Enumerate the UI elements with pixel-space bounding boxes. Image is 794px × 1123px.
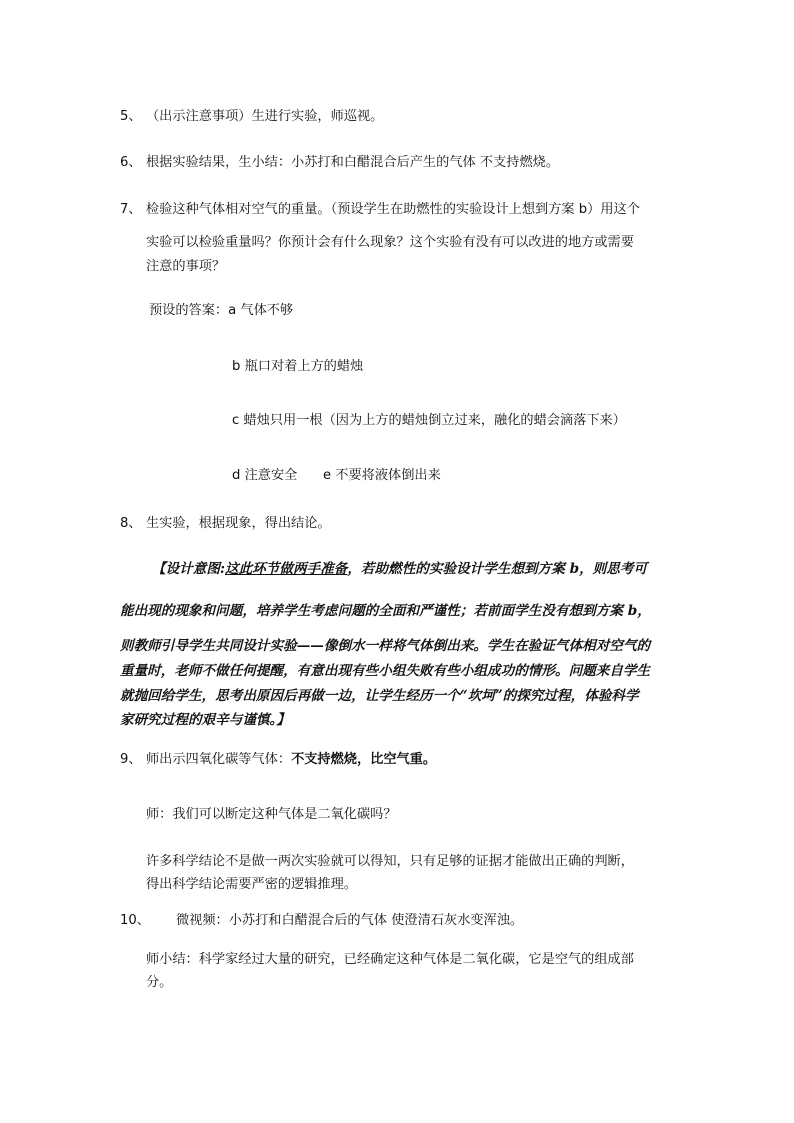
item-5-number: 5、 <box>120 109 142 124</box>
item-9-text <box>146 751 436 769</box>
design-intent-line-2: 能出现的现象和问题，培养学生考虑问题的全面和严谨性；若前面学生没有想到方案 b， <box>120 603 651 619</box>
item-9-lead: 师出示四氧化碳等气体： <box>146 752 292 767</box>
design-intent-line-3: 则教师引导学生共同设计实验——像倒水一样将气体倒出来。学生在验证气体相对空气的 <box>120 638 651 654</box>
item-6-text: 根据实验结果，生小结：小苏打和白醋混合后产生的气体 不支持燃烧。 <box>146 155 560 170</box>
item-5-text: （出示注意事项）生进行实验，师巡视。 <box>146 109 384 124</box>
item-10-text: 微视频：小苏打和白醋混合后的气体 使澄清石灰水变浑浊。 <box>176 913 524 928</box>
item-8-text: 生实验，根据现象，得出结论。 <box>146 516 331 531</box>
item-7-line-1: 检验这种气体相对空气的重量。（预设学生在助燃性的实验设计上想到方案 b）用这个 <box>146 202 640 217</box>
preset-answer-a: 预设的答案：a 气体不够 <box>149 303 294 318</box>
item-7-line-3: 注意的事项？ <box>146 259 226 274</box>
preset-answer-b: b 瓶口对着上方的蜡烛 <box>232 359 364 374</box>
item-6-number: 6、 <box>120 155 142 170</box>
design-intent-open: 【设计意图: <box>152 561 225 577</box>
design-intent-line-4: 重量时，老师不做任何提醒，有意出现有些小组失败有些小组成功的情形。问题来自学生 <box>120 663 651 679</box>
preset-answer-e: e 不要将液体倒出来 <box>323 468 441 483</box>
preset-answer-d: d 注意安全 <box>232 468 298 483</box>
conclusion-line-2: 得出科学结论需要严密的逻辑推理。 <box>146 877 357 892</box>
design-intent-line-5: 就抛回给学生，思考出原因后再做一边，让学生经历一个“坎坷”的探究过程，体验科学 <box>120 688 639 704</box>
item-7-line-2: 实验可以检验重量吗？你预计会有什么现象？这个实验有没有可以改进的地方或需要 <box>146 235 634 250</box>
teacher-question: 师：我们可以断定这种气体是二氧化碳吗？ <box>146 807 397 822</box>
design-intent-underlined: 这此环节做两手准备 <box>225 561 348 577</box>
item-9-bold: 不支持燃烧，比空气重。 <box>291 752 437 767</box>
design-intent-line-1 <box>152 557 704 577</box>
item-10-number: 10、 <box>120 913 150 928</box>
teacher-summary-line-2: 分。 <box>146 975 173 990</box>
preset-answer-c: c 蜡烛只用一根（因为上方的蜡烛倒立过来，融化的蜡会滴落下来） <box>232 413 626 428</box>
item-9-number: 9、 <box>120 752 142 767</box>
item-8-number: 8、 <box>120 516 142 531</box>
teacher-summary-line-1: 师小结：科学家经过大量的研究，已经确定这种气体是二氧化碳，它是空气的组成部 <box>146 952 634 967</box>
design-intent-rest: ，若助燃性的实验设计学生想到方案 b，则思考可 <box>347 561 648 577</box>
item-7-number: 7、 <box>120 202 142 217</box>
conclusion-line-1: 许多科学结论不是做一两次实验就可以得知，只有足够的证据才能做出正确的判断， <box>146 854 634 869</box>
design-intent-line-6: 家研究过程的艰辛与谨慎。】 <box>120 712 290 728</box>
